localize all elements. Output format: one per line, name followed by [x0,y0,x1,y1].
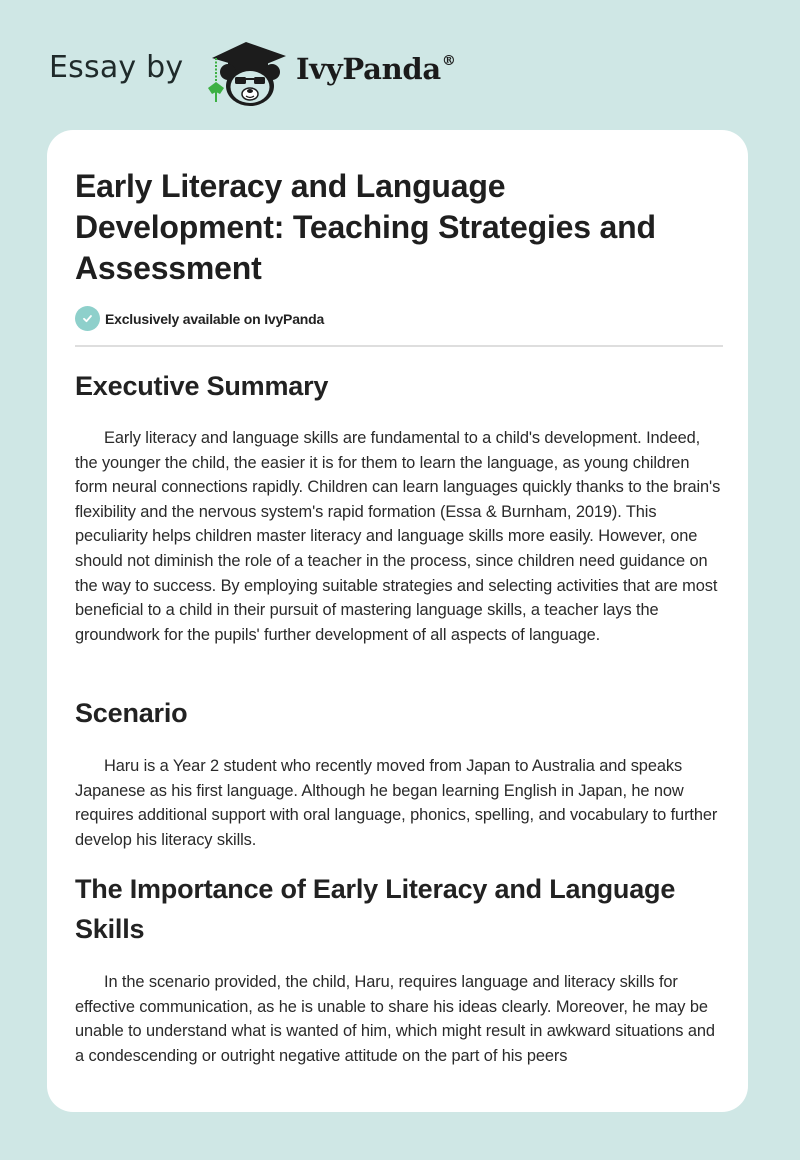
panda-graduation-cap-icon[interactable] [202,36,292,108]
essay-by-label: Essay by [49,50,184,85]
ivypanda-brand[interactable] [296,52,456,86]
section-heading-importance: The Importance of Early Literacy and Language Skills [75,874,676,944]
essay-title: Early Literacy and Language Development: Teaching Strategies and Assessment [75,168,656,286]
section-paragraph-importance: In the scenario provided, the child, Haru, requires language and literacy skills for effective communication, as he is unable to share his ideas clearly. Moreover, he may be unable to understand what is wanted of him, which might result in awkward situations and a condescending or outright negative attitude on the part of his peers [75,973,715,1065]
check-circle-icon [75,306,100,331]
title-divider [75,345,723,347]
site-header [0,0,800,130]
exclusive-badge-label: Exclusively available on IvyPanda [105,310,325,327]
section-paragraph-scenario: Haru is a Year 2 student who recently moved from Japan to Australia and speaks Japanese as his first language. Although he began learning English in Japan, he now requires additional support with oral language, phonics, spelling, and vocabulary to further develop his literacy skills. [75,757,718,849]
section-paragraph-executive-summary: Early literacy and language skills are fundamental to a child's development. Indeed, the younger the child, the easier it is for them to learn the language, as young children form neural connections rapidly. Children can learn languages quickly thanks to the brain's flexibility and the nervous system's rapid formation (Essa & Burnham, 2019). This peculiarity helps children master literacy and language skills more easily. However, one should not diminish the role of a teacher in the process, since children need guidance on the way to success. By employing suitable strategies and selecting activities that are most beneficial to a child in their pursuit of mastering language skills, a teacher lays the groundwork for the pupils' further development of all aspects of language. [75,429,721,644]
section-heading-scenario: Scenario [75,698,188,728]
essay-card [47,130,748,1112]
registered-mark: ® [441,53,456,69]
brand-name: IvyPanda [296,52,441,86]
exclusive-badge [75,306,324,331]
section-heading-executive-summary: Executive Summary [75,371,329,401]
